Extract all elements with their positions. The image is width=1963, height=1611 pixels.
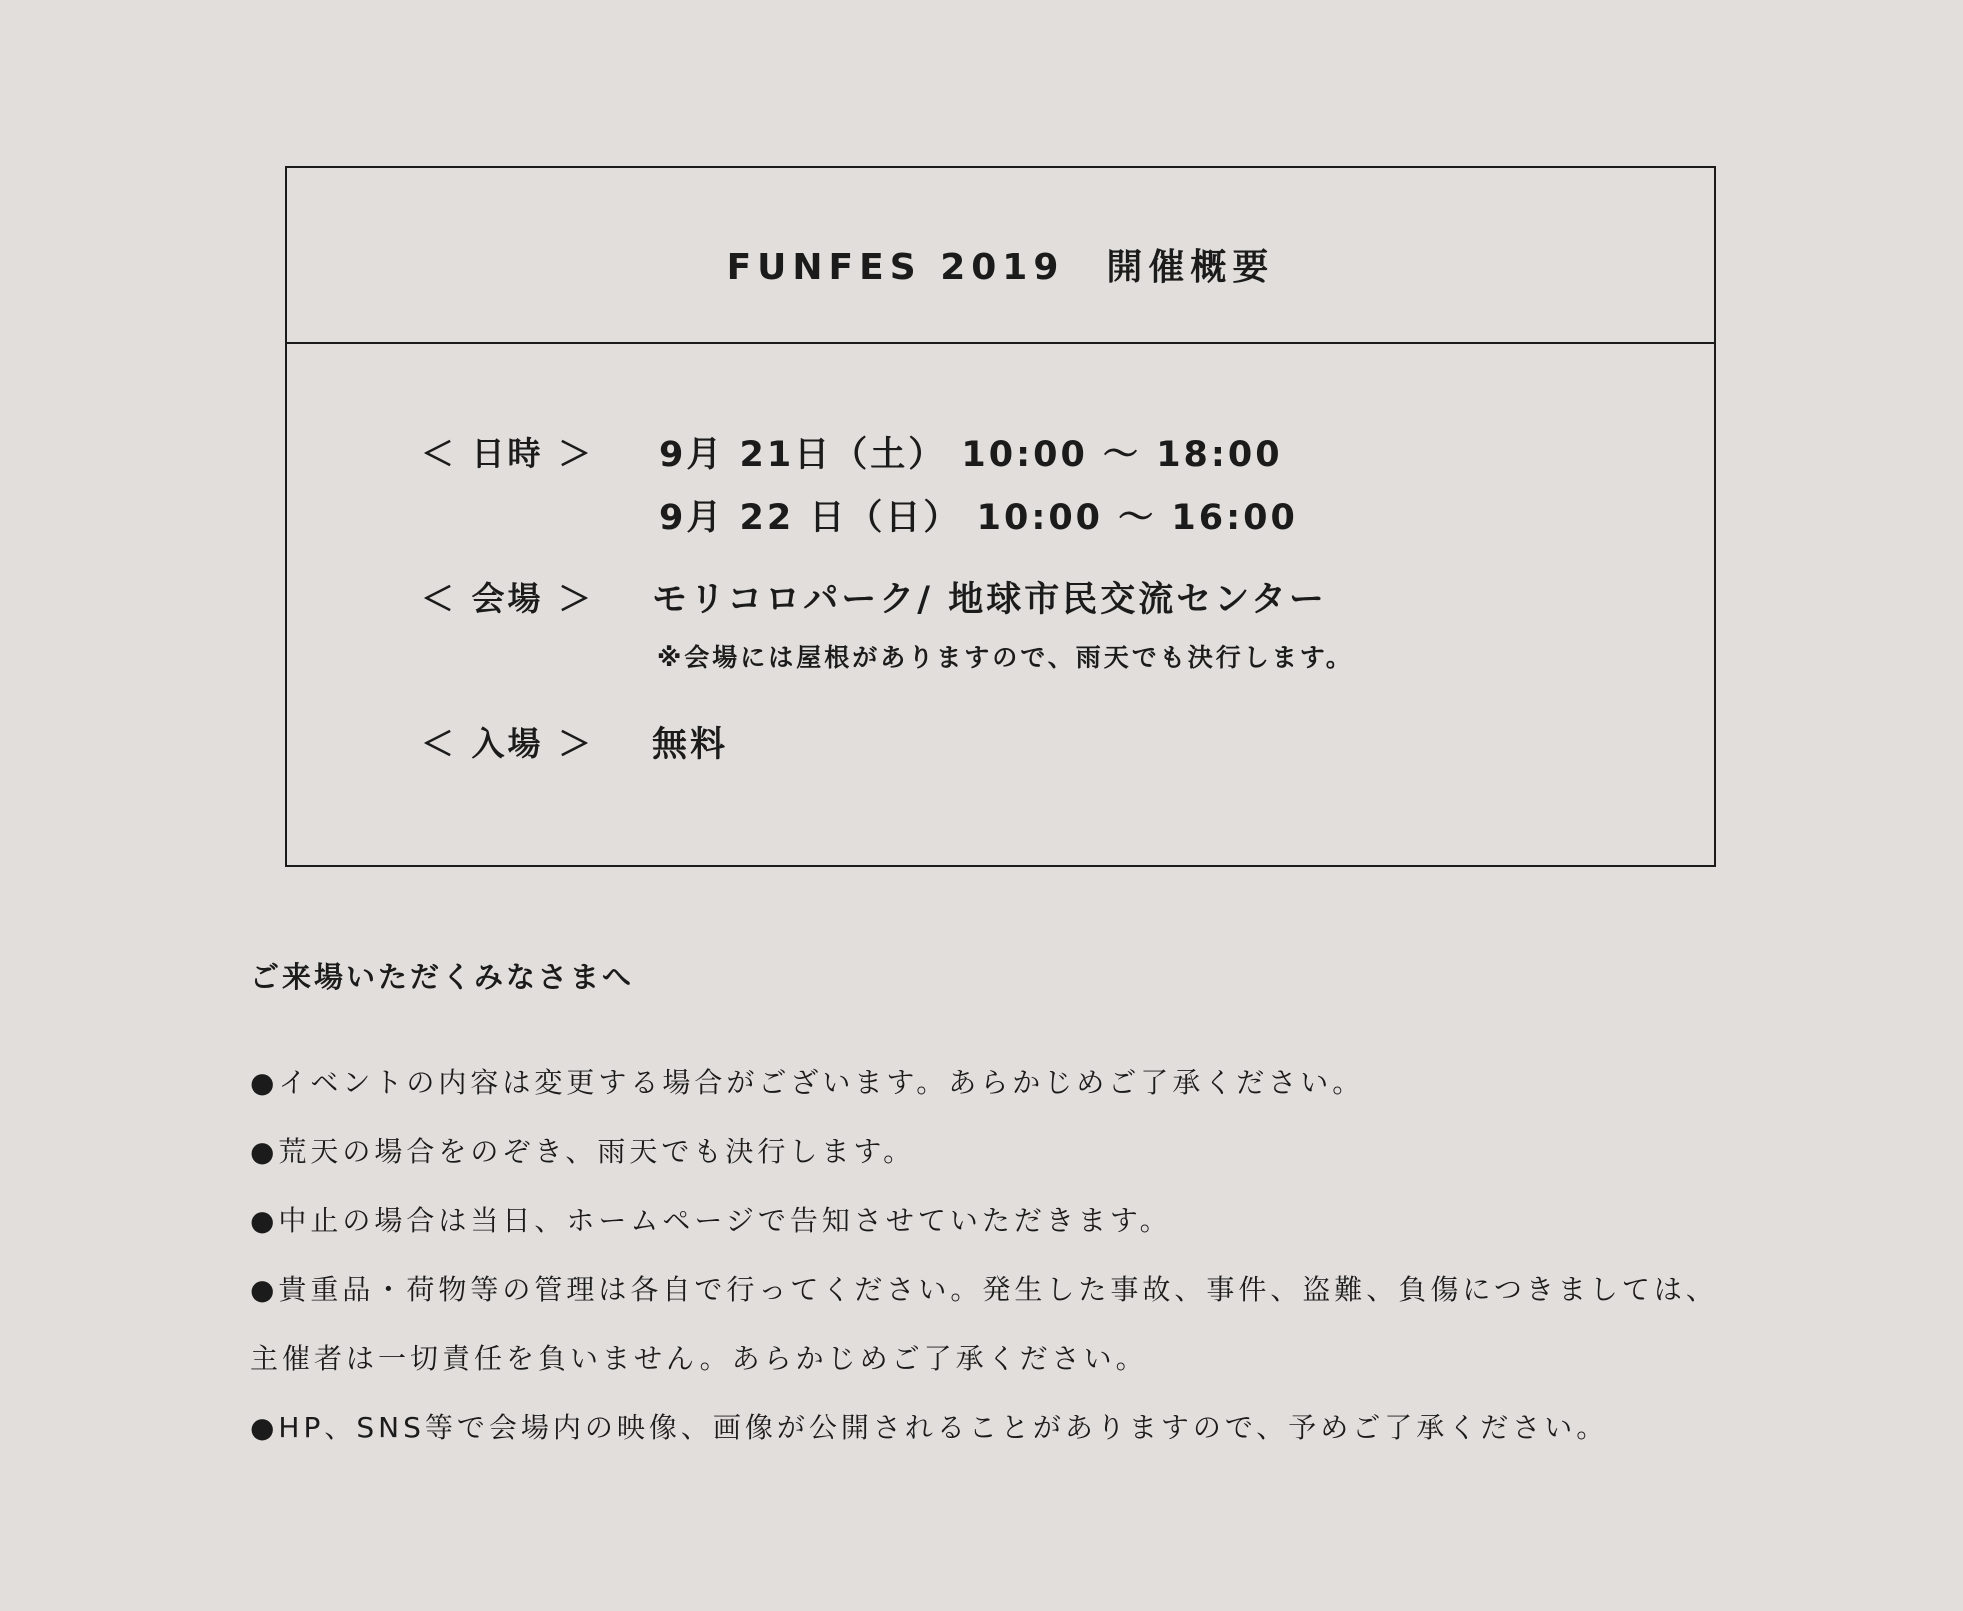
notice-line: ●貴重品・荷物等の管理は各自で行ってください。発生した事故、事件、盗難、負傷につきましては、 (250, 1273, 1718, 1306)
notice-heading: ご来場いただくみなさまへ (250, 960, 635, 994)
venue-value: モリコロパーク/ 地球市民交流センター (652, 580, 1327, 620)
notice-line: 主催者は一切責任を負いません。あらかじめご了承ください。 (250, 1342, 1148, 1375)
datetime-line-2: 9月 22 日（日） 10:00 〜 16:00 (659, 498, 1298, 538)
notice-line: ●荒天の場合をのぞき、雨天でも決行します。 (250, 1135, 916, 1168)
datetime-line-1: 9月 21日（土） 10:00 〜 18:00 (659, 435, 1283, 475)
admission-value: 無料 (652, 725, 729, 765)
venue-label: ＜ 会場 ＞ (421, 579, 594, 618)
admission-label: ＜ 入場 ＞ (421, 724, 594, 763)
venue-note: ※会場には屋根がありますので、雨天でも決行します。 (657, 643, 1354, 672)
overview-header (287, 168, 1714, 344)
notice-line: ●中止の場合は当日、ホームページで告知させていただきます。 (250, 1204, 1172, 1237)
notice-line: ●イベントの内容は変更する場合がございます。あらかじめご了承ください。 (250, 1066, 1365, 1099)
overview-title: FUNFES 2019 開催概要 (726, 246, 1275, 288)
event-overview-box (285, 166, 1716, 867)
notice-line: ●HP、SNS等で会場内の映像、画像が公開されることがありますので、予めご了承ください。 (250, 1411, 1609, 1444)
datetime-label: ＜ 日時 ＞ (421, 434, 594, 473)
